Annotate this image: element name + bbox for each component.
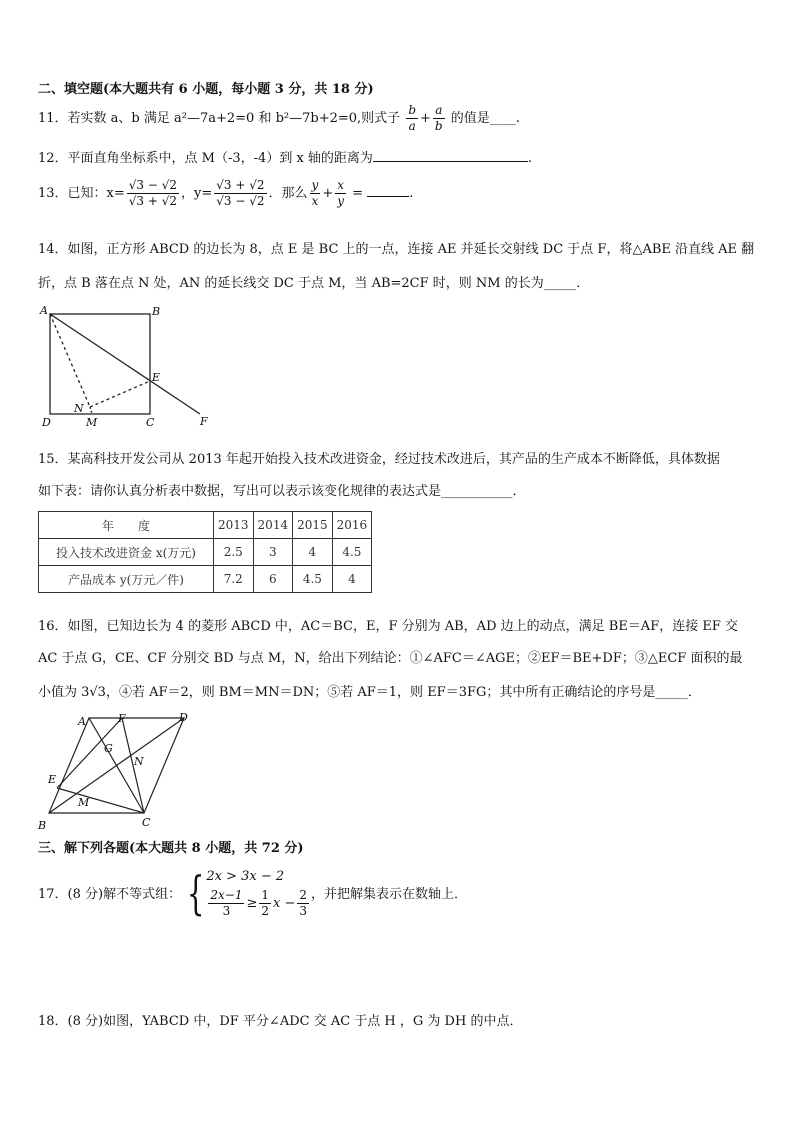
question-15-line-1: 15．某高科技开发公司从 2013 年起开始投入技术改进资金，经过技术改进后，其产品的生产成本不断降低，具体数据 bbox=[38, 452, 720, 467]
q16-label-e: E bbox=[48, 773, 57, 786]
q16-label-f: F bbox=[118, 712, 126, 725]
q14-label-e: E bbox=[152, 371, 161, 384]
q17-inequality-1: 2x > 3x − 2 bbox=[206, 869, 285, 884]
question-14-line-2: 折，点 B 落在点 N 处，AN 的延长线交 DC 于点 M，当 AB=2CF 时，则 NM 的长为_____． bbox=[38, 276, 590, 291]
table-cell: 产品成本 y(万元／件) bbox=[39, 566, 214, 593]
section-heading-solve: 三、解下列各题(本大题共 8 小题，共 72 分) bbox=[38, 841, 304, 856]
table-cell: 4.5 bbox=[293, 566, 333, 593]
q17-tail: ，并把解集表示在数轴上． bbox=[311, 887, 468, 902]
q14-label-m: M bbox=[86, 416, 98, 429]
question-18: 18．(8 分)如图，YABCD 中，DF 平分∠ADC 交 AC 于点 H ，G 为 DH 的中点． bbox=[38, 1014, 523, 1029]
q14-label-d: D bbox=[42, 416, 51, 429]
q16-label-m: M bbox=[78, 796, 90, 809]
q12-text: 12．平面直角坐标系中，点 M（-3，-4）到 x 轴的距离为 bbox=[38, 151, 373, 166]
q11-text: 11．若实数 a、b 满足 a²—7a+2=0 和 b²—7b+2=0,则式子 bbox=[38, 111, 401, 126]
q13-x-over-y: $\frac{x}{y}$ bbox=[337, 178, 345, 208]
q13-equals: = bbox=[352, 186, 364, 201]
q13-lead: 13．已知：x= bbox=[38, 186, 125, 201]
table-cell: 4 bbox=[332, 566, 372, 593]
q12-tail: . bbox=[527, 151, 533, 166]
q14-square-figure bbox=[38, 305, 218, 430]
table-cell: 6 bbox=[253, 566, 293, 593]
table-header-cell: 2015 bbox=[293, 512, 333, 539]
q13-plus: + bbox=[322, 186, 334, 201]
table-row bbox=[39, 566, 372, 593]
q11-plus: + bbox=[420, 111, 431, 126]
q17-inequality-2: $\frac{2x-1}{3}$ ≥ $\frac{1}{2}$ x − $\frac{2}{3}$ bbox=[210, 888, 308, 918]
table-header-row bbox=[39, 512, 372, 539]
q13-tail: . bbox=[409, 186, 414, 201]
q16-label-b: B bbox=[38, 819, 47, 832]
table-row bbox=[39, 539, 372, 566]
table-cell: 7.2 bbox=[214, 566, 254, 593]
q14-label-c: C bbox=[146, 416, 155, 429]
table-header-cell: 2013 bbox=[214, 512, 254, 539]
q17-brace: { bbox=[186, 865, 205, 920]
q13-answer-blank[interactable] bbox=[367, 184, 409, 197]
q17-inequality-system bbox=[206, 866, 311, 919]
q17-lead: 17．(8 分)解不等式组： bbox=[38, 887, 182, 902]
q13-y-fraction: $\frac{√3 + √2}{√3 - √2}$ bbox=[216, 178, 265, 208]
table-header-cell: 年 度 bbox=[39, 512, 214, 539]
q16-label-g: G bbox=[104, 742, 113, 755]
q16-label-c: C bbox=[142, 816, 151, 829]
q13-y-over-x: $\frac{y}{x}$ bbox=[311, 178, 319, 208]
question-12 bbox=[38, 147, 532, 166]
q13-x-fraction: $\frac{√3 - √2}{√3 + √2}$ bbox=[128, 178, 178, 208]
table-cell: 2.5 bbox=[214, 539, 254, 566]
question-16-line-2: AC 于点 G，CE、CF 分别交 BD 与点 M，N，给出下列结论：①∠AFC＝∠AGE；②EF＝BE+DF；③△ECF 面积的最 bbox=[38, 651, 743, 666]
table-header-cell: 2014 bbox=[253, 512, 293, 539]
q12-answer-blank[interactable] bbox=[373, 149, 528, 162]
question-13 bbox=[38, 178, 413, 209]
q16-rhombus-figure bbox=[34, 708, 199, 833]
q11-tail: 的值是____. bbox=[450, 111, 520, 126]
q16-label-a: A bbox=[78, 715, 86, 728]
question-16-line-1: 16．如图，已知边长为 4 的菱形 ABCD 中，AC＝BC，E，F 分别为 AB，AD 边上的动点，满足 BE＝AF，连接 EF 交 bbox=[38, 619, 738, 634]
q14-label-f: F bbox=[200, 415, 208, 428]
question-11 bbox=[38, 103, 520, 134]
q14-label-b: B bbox=[152, 305, 161, 318]
table-cell: 投入技术改进资金 x(万元) bbox=[39, 539, 214, 566]
table-header-cell: 2016 bbox=[332, 512, 372, 539]
question-15-line-2: 如下表：请你认真分析表中数据，写出可以表示该变化规律的表达式是___________． bbox=[38, 484, 526, 499]
question-17 bbox=[38, 866, 467, 919]
table-cell: 4 bbox=[293, 539, 333, 566]
section-heading-fill-in: 二、填空题(本大题共有 6 小题，每小题 3 分，共 18 分) bbox=[38, 82, 374, 97]
table-cell: 3 bbox=[253, 539, 293, 566]
q13-then: ．那么 bbox=[268, 186, 308, 201]
q14-label-a: A bbox=[40, 305, 48, 317]
q16-label-d: D bbox=[179, 711, 188, 724]
q14-label-n: N bbox=[74, 402, 84, 415]
question-16-line-3: 小值为 3√3，④若 AF＝2，则 BM＝MN＝DN；⑤若 AF＝1，则 EF＝3FG；其中所有正确结论的序号是_____． bbox=[38, 685, 701, 700]
question-14-line-1: 14．如图，正方形 ABCD 的边长为 8，点 E 是 BC 上的一点，连接 AE 并延长交射线 DC 于点 F，将△ABE 沿直线 AE 翻 bbox=[38, 242, 755, 257]
q11-fraction-a-over-b: $\frac{a}{b}$ bbox=[434, 103, 443, 133]
q16-label-n: N bbox=[134, 755, 144, 768]
q13-mid: ，y= bbox=[181, 186, 213, 201]
q15-data-table bbox=[38, 511, 372, 593]
table-cell: 4.5 bbox=[332, 539, 372, 566]
q11-fraction-b-over-a: $\frac{b}{a}$ bbox=[408, 103, 417, 133]
